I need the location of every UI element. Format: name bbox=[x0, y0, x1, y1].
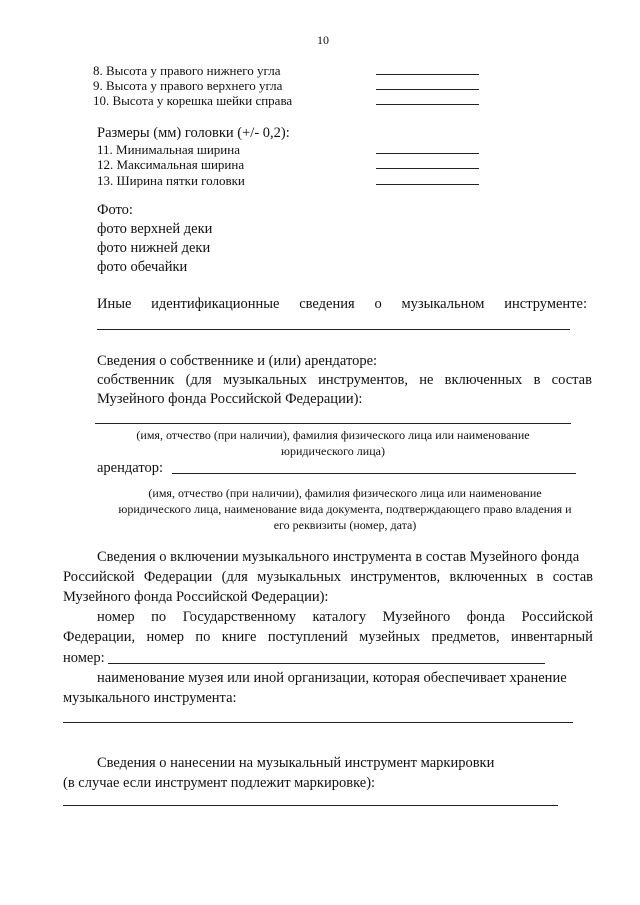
word: инструментов, bbox=[350, 569, 441, 585]
photo-item: фото верхней деки bbox=[97, 221, 213, 237]
word: включенных bbox=[444, 372, 523, 388]
word: не bbox=[419, 372, 434, 388]
word: по bbox=[195, 629, 211, 645]
word: идентификационные bbox=[151, 296, 280, 312]
owner-section-title: Сведения о собственнике и (или) арендаторе: bbox=[97, 353, 378, 369]
word: (для bbox=[221, 569, 248, 585]
museum-section-line2 bbox=[63, 569, 593, 586]
owner-caption: (имя, отчество (при наличии), фамилия физического лица или наименование юридического лица) bbox=[136, 428, 530, 458]
word: Федерации bbox=[143, 569, 213, 585]
word: Российской bbox=[521, 609, 593, 625]
list-item: 8. Высота у правого нижнего угла bbox=[93, 63, 281, 78]
fill-line bbox=[376, 104, 479, 105]
word: собственник bbox=[97, 372, 175, 388]
fill-line bbox=[376, 168, 479, 169]
photo-title: Фото: bbox=[97, 202, 133, 218]
word: (для bbox=[185, 372, 212, 388]
word: включенных bbox=[449, 569, 528, 585]
photo-item: фото нижней деки bbox=[97, 240, 211, 256]
fill-line bbox=[63, 722, 573, 723]
word: Музейного bbox=[382, 609, 451, 625]
tenant-label: арендатор: bbox=[97, 460, 163, 476]
list-item: 11. Минимальная ширина bbox=[97, 142, 240, 157]
list-item: 10. Высота у корешка шейки справа bbox=[93, 93, 293, 108]
fill-line bbox=[376, 89, 479, 90]
photo-item: фото обечайки bbox=[97, 259, 188, 275]
number-label: номер: bbox=[63, 650, 105, 666]
word: музыкальных bbox=[257, 569, 341, 585]
word: книге bbox=[221, 629, 257, 645]
word: Российской bbox=[63, 569, 135, 585]
word: номер bbox=[97, 609, 135, 625]
word: инструменте: bbox=[504, 296, 587, 312]
word: Иные bbox=[97, 296, 132, 312]
word: музыкальном bbox=[401, 296, 485, 312]
fill-line bbox=[376, 74, 479, 75]
word: Государственному bbox=[182, 609, 296, 625]
word: музейных bbox=[359, 629, 421, 645]
fill-line bbox=[172, 473, 576, 474]
fill-line bbox=[376, 184, 479, 185]
word: фонда bbox=[466, 609, 505, 625]
word: инвентарный bbox=[510, 629, 593, 645]
word: состав bbox=[552, 569, 593, 585]
word: в bbox=[536, 569, 544, 585]
page-number: 10 bbox=[317, 33, 329, 47]
word: поступлений bbox=[267, 629, 348, 645]
fill-line bbox=[97, 329, 570, 330]
word: в bbox=[533, 372, 541, 388]
fill-line bbox=[108, 663, 545, 664]
word: о bbox=[374, 296, 382, 312]
marking-line1: Сведения о нанесении на музыкальный инструмент маркировки bbox=[97, 755, 495, 771]
word: номер bbox=[146, 629, 185, 645]
museum-name-line2: музыкального инструмента: bbox=[63, 690, 237, 706]
marking-line2: (в случае если инструмент подлежит маркировке): bbox=[63, 775, 376, 791]
catalog-number-line1 bbox=[97, 609, 593, 626]
word: каталогу bbox=[312, 609, 367, 625]
word: Федерации, bbox=[63, 629, 136, 645]
word: состав bbox=[551, 372, 592, 388]
catalog-number-line2 bbox=[63, 629, 593, 646]
museum-name-line1: наименование музея или иной организации, которая обеспечивает хранение bbox=[97, 670, 567, 686]
fill-line bbox=[376, 153, 479, 154]
owner-label-line2: Музейного фонда Российской Федерации): bbox=[97, 391, 363, 407]
owner-label-line1 bbox=[97, 372, 592, 389]
fill-line bbox=[63, 805, 558, 806]
museum-section-line3: Музейного фонда Российской Федерации): bbox=[63, 589, 329, 605]
section-title: Размеры (мм) головки (+/- 0,2): bbox=[97, 125, 290, 141]
word: по bbox=[151, 609, 167, 625]
word: сведения bbox=[299, 296, 355, 312]
tenant-caption: (имя, отчество (при наличии), фамилия физического лица или наименование юридического лица, наименование вида документа, подтверждающего право владения и его реквизиты (номер, дата) bbox=[118, 486, 572, 532]
other-info-label bbox=[97, 296, 587, 313]
word: предметов, bbox=[431, 629, 500, 645]
list-item: 9. Высота у правого верхнего угла bbox=[93, 78, 283, 93]
word: инструментов, bbox=[318, 372, 408, 388]
word: музыкальных bbox=[222, 372, 307, 388]
list-item: 12. Максимальная ширина bbox=[97, 157, 245, 172]
museum-section-line1: Сведения о включении музыкального инструмента в состав Музейного фонда bbox=[97, 549, 580, 565]
fill-line bbox=[95, 423, 571, 424]
list-item: 13. Ширина пятки головки bbox=[97, 173, 245, 188]
